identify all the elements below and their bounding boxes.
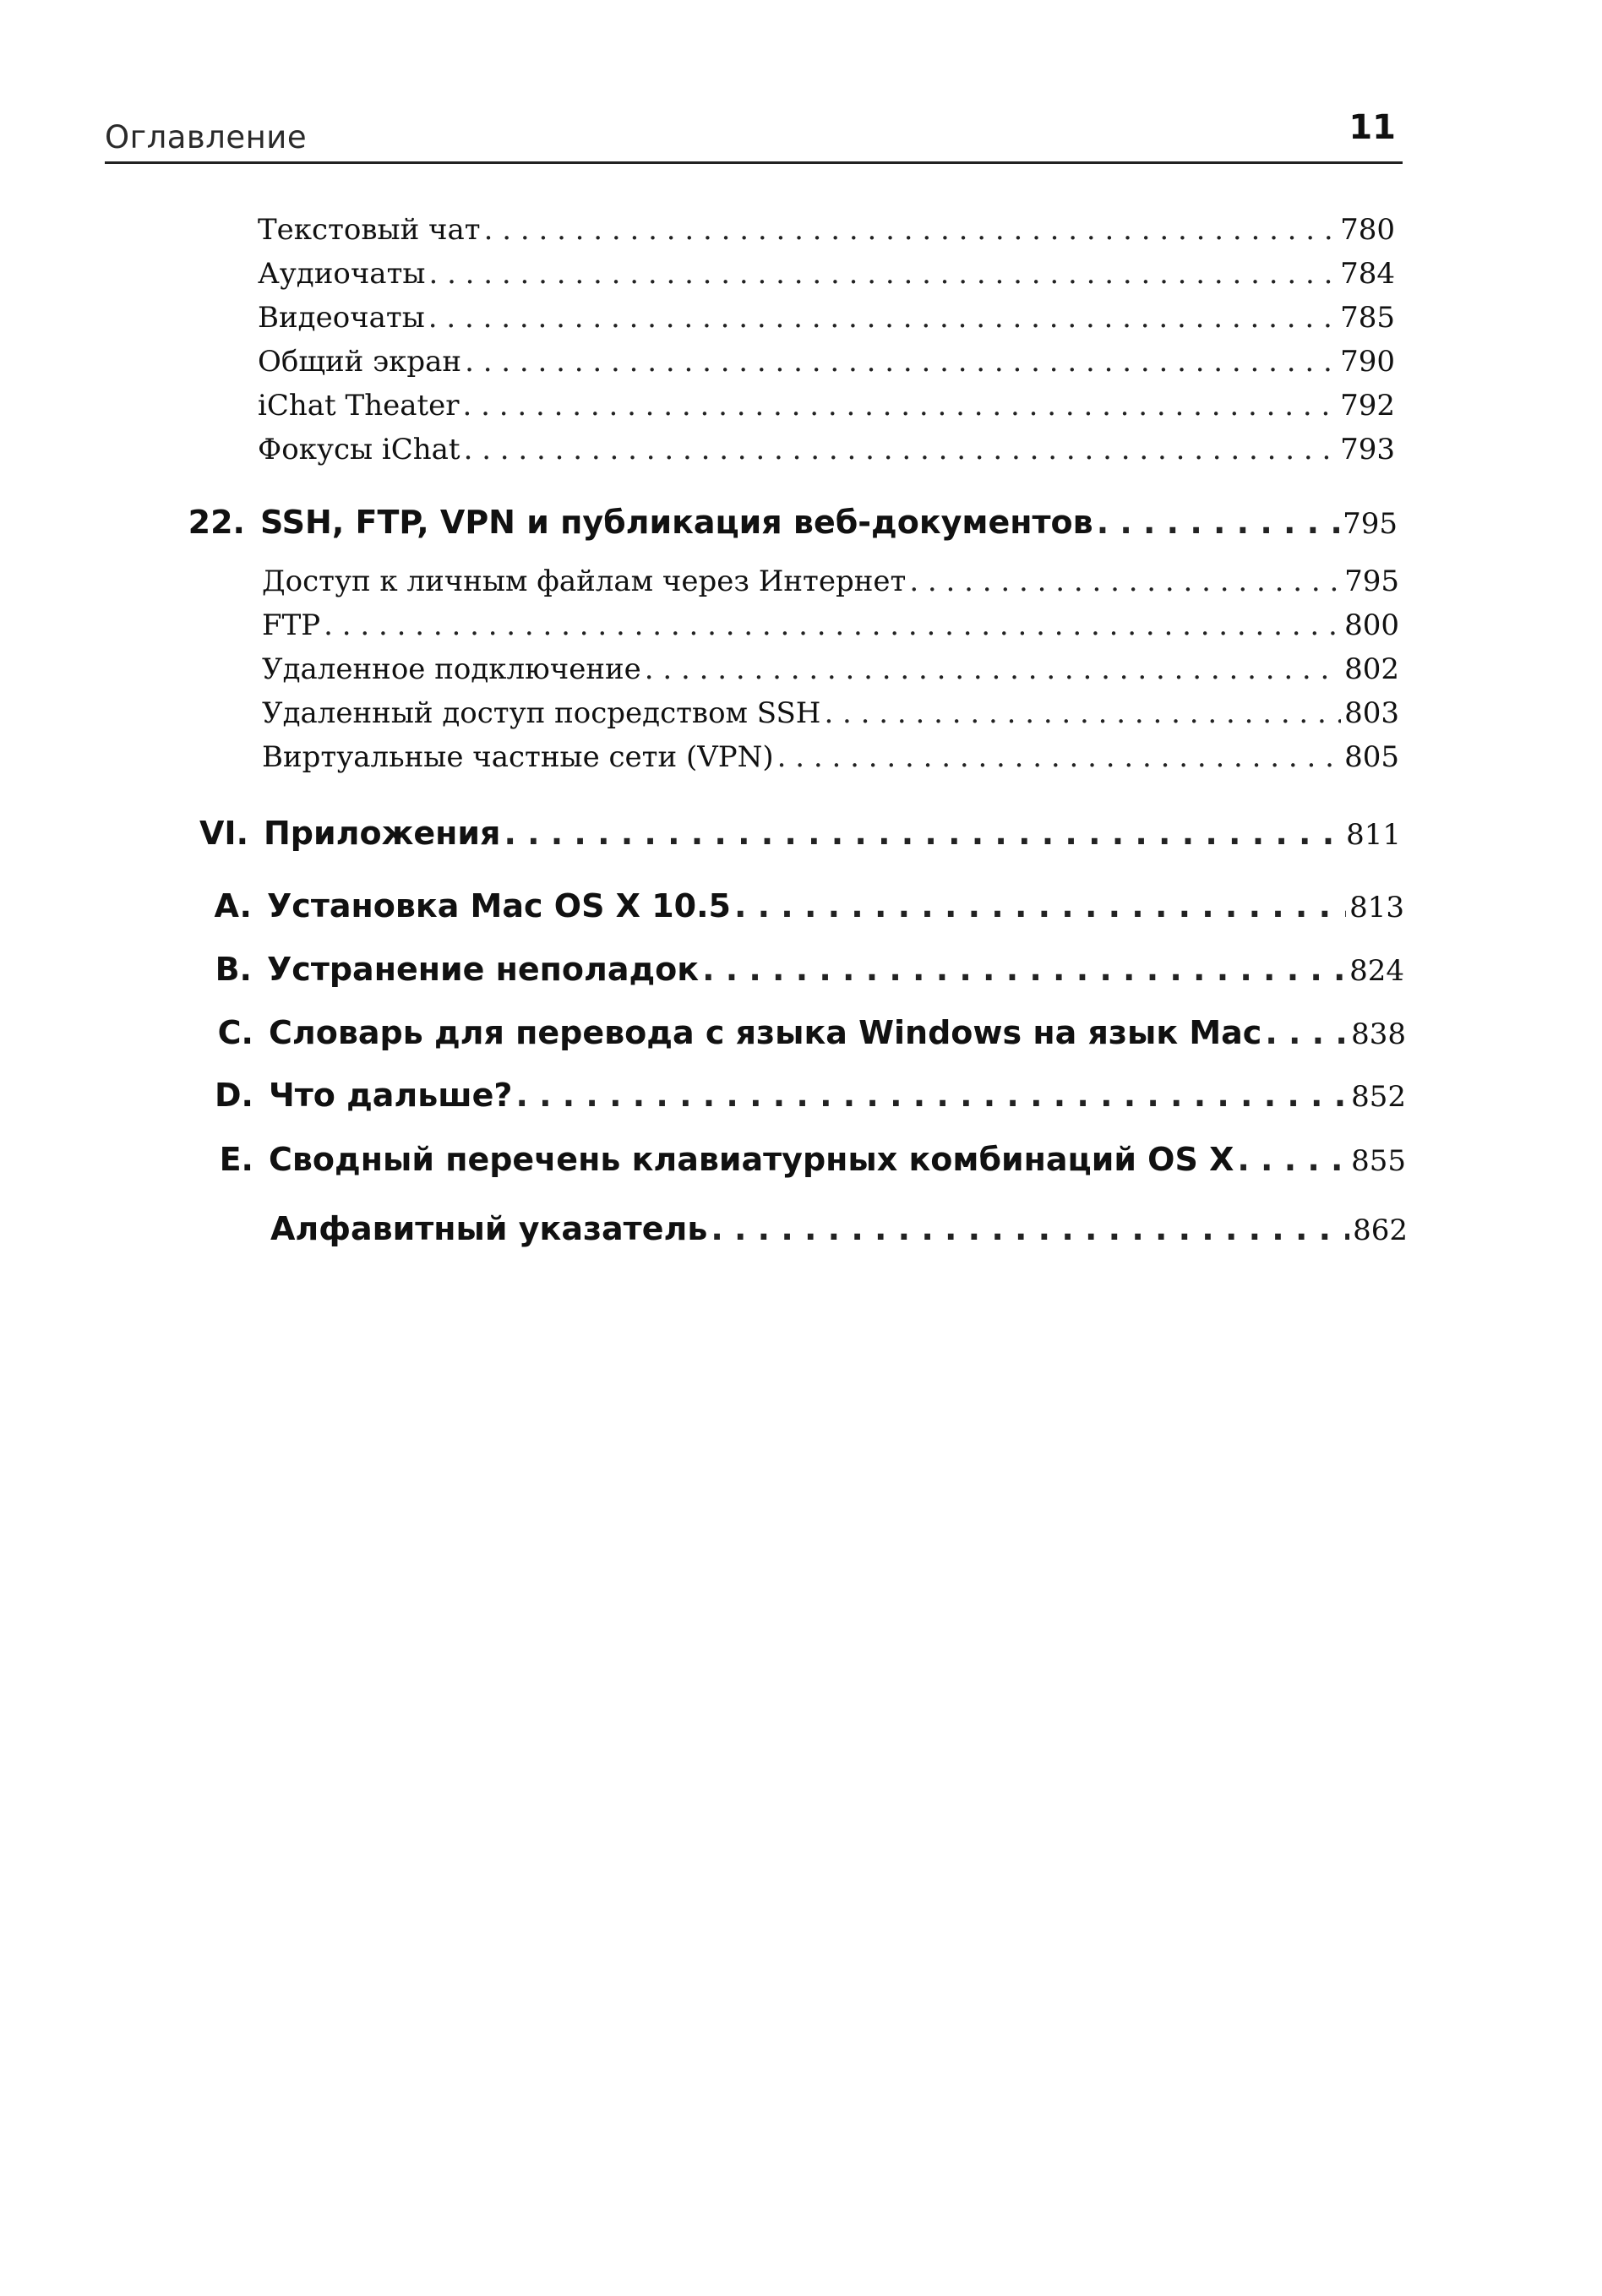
toc-entry[interactable] <box>258 433 1395 472</box>
part-number: VI. <box>199 815 248 852</box>
toc-entry-page: 805 <box>1344 740 1399 774</box>
dot-leader <box>1097 504 1339 541</box>
dot-leader <box>484 213 1337 247</box>
appendix-page: 852 <box>1351 1080 1406 1114</box>
page-number: 11 <box>1349 108 1396 147</box>
appendix-letter: B. <box>215 951 252 988</box>
toc-entry-page: 785 <box>1340 301 1395 335</box>
header-rule <box>105 161 1403 164</box>
toc-index[interactable] <box>270 1210 1408 1256</box>
page-header <box>105 108 1403 164</box>
dot-leader <box>464 433 1338 466</box>
appendix-page: 838 <box>1351 1017 1406 1051</box>
toc-entry-page: 803 <box>1344 696 1399 730</box>
dot-leader <box>428 257 1337 291</box>
appendix-title: Что дальше? <box>269 1077 513 1114</box>
toc-entry-page: 790 <box>1340 345 1395 379</box>
chapter-title: SSH, FTP, VPN и публикация веб-документов <box>260 504 1093 541</box>
appendix-title: Сводный перечень клавиатурных комбинаций OS X <box>269 1141 1234 1178</box>
appendix-page: 824 <box>1349 954 1404 988</box>
appendix-letter: A. <box>214 887 252 924</box>
toc-entry[interactable] <box>262 740 1399 779</box>
toc-appendix-d[interactable] <box>215 1077 1406 1122</box>
toc-appendix-c[interactable] <box>217 1014 1406 1060</box>
toc-entry-title: Аудиочаты <box>258 257 426 291</box>
toc-entry-page: 800 <box>1344 608 1399 642</box>
toc-entry-title: Текстовый чат <box>258 213 481 247</box>
part-title: Приложения <box>264 815 501 852</box>
dot-leader <box>909 564 1341 598</box>
toc-entry-page: 784 <box>1340 257 1395 291</box>
appendix-page: 813 <box>1349 891 1404 924</box>
appendix-letter: D. <box>215 1077 253 1114</box>
dot-leader <box>824 696 1341 730</box>
dot-leader <box>777 740 1341 774</box>
appendix-letter: E. <box>219 1141 253 1178</box>
toc-entry[interactable] <box>258 389 1395 428</box>
index-title: Алфавитный указатель <box>270 1210 708 1247</box>
toc-entry-page: 795 <box>1344 564 1399 598</box>
dot-leader <box>1237 1141 1348 1178</box>
index-page: 862 <box>1353 1213 1408 1247</box>
dot-leader <box>324 608 1341 642</box>
chapter-number: 22. <box>188 504 245 541</box>
toc-appendix-a[interactable] <box>214 887 1404 933</box>
dot-leader <box>463 389 1338 423</box>
toc-entry-page: 793 <box>1340 433 1395 466</box>
dot-leader <box>504 815 1343 852</box>
toc-chapter-22[interactable] <box>188 504 1398 549</box>
dot-leader <box>465 345 1337 379</box>
toc-entry-title: Виртуальные частные сети (VPN) <box>262 740 774 774</box>
part-page: 811 <box>1346 818 1401 852</box>
toc-entry-title: Видеочаты <box>258 301 425 335</box>
toc-entry[interactable] <box>262 608 1399 647</box>
appendix-page: 855 <box>1351 1144 1406 1178</box>
dot-leader <box>645 652 1341 686</box>
toc-part-vi[interactable] <box>199 815 1401 860</box>
toc-appendix-b[interactable] <box>215 951 1404 996</box>
appendix-title: Установка Mac OS X 10.5 <box>267 887 731 924</box>
appendix-title: Словарь для перевода с языка Windows на язык Mac <box>269 1014 1262 1051</box>
toc-entry[interactable] <box>258 257 1395 296</box>
toc-entry-page: 802 <box>1344 652 1399 686</box>
dot-leader <box>702 951 1346 988</box>
appendix-letter: C. <box>217 1014 253 1051</box>
toc-entry[interactable] <box>258 345 1395 384</box>
dot-leader <box>711 1210 1349 1247</box>
dot-leader <box>515 1077 1348 1114</box>
toc-entry[interactable] <box>262 652 1399 691</box>
chapter-page: 795 <box>1343 507 1398 541</box>
toc-entry[interactable] <box>258 213 1395 252</box>
running-title: Оглавление <box>105 119 308 155</box>
toc-entry-title: Фокусы iChat <box>258 433 460 466</box>
dot-leader <box>1265 1014 1348 1051</box>
toc-entry-title: FTP <box>262 608 321 642</box>
toc-entry[interactable] <box>262 696 1399 735</box>
toc-entry[interactable] <box>262 564 1399 603</box>
appendix-title: Устранение неполадок <box>267 951 700 988</box>
toc-entry-title: Удаленный доступ посредством SSH <box>262 696 821 730</box>
dot-leader <box>734 887 1346 924</box>
toc-entry-title: iChat Theater <box>258 389 460 423</box>
toc-entry[interactable] <box>258 301 1395 340</box>
toc-entry-title: Доступ к личным файлам через Интернет <box>262 564 907 598</box>
toc-entry-title: Общий экран <box>258 345 462 379</box>
toc-appendix-e[interactable] <box>219 1141 1406 1186</box>
dot-leader <box>428 301 1337 335</box>
toc-entry-title: Удаленное подключение <box>262 652 641 686</box>
toc-entry-page: 780 <box>1340 213 1395 247</box>
toc-entry-page: 792 <box>1340 389 1395 423</box>
